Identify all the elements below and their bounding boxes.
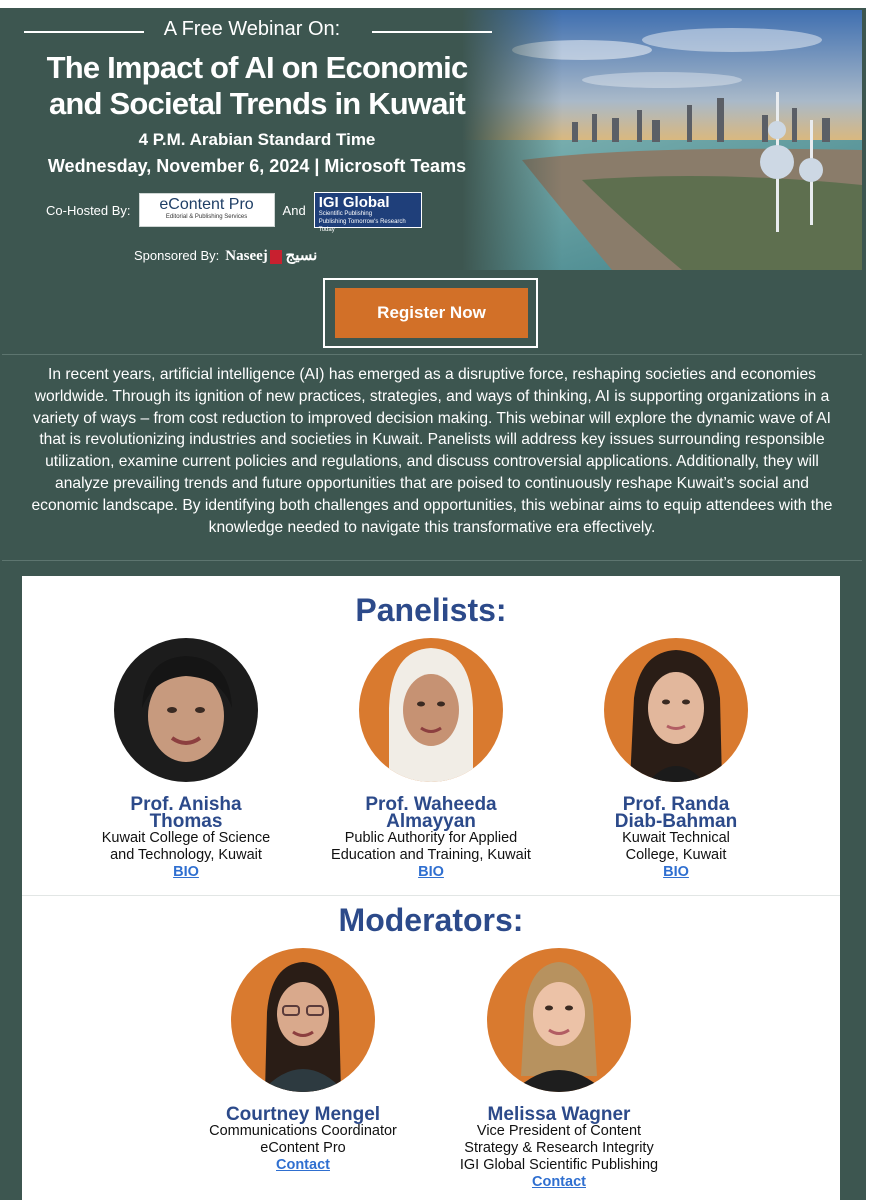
cohost-label: Co-Hosted By:	[46, 202, 131, 218]
panelist-card	[311, 638, 551, 881]
bio-link[interactable]: BIO	[173, 864, 199, 880]
igi-global-logo	[314, 192, 422, 233]
moderator-photo	[487, 948, 631, 1092]
webinar-title-line2: and Societal Trends in Kuwait	[48, 86, 466, 121]
naseej-mark-icon	[270, 250, 282, 264]
panelist-name-line2: Almayyan	[386, 811, 476, 832]
avatar	[231, 948, 375, 1092]
panelist-photo	[114, 638, 258, 782]
panelist-affiliation-line1: Kuwait Technical	[622, 830, 730, 846]
webinar-banner	[2, 10, 862, 270]
moderator-name: Courtney Mengel	[225, 1104, 381, 1125]
panelist-card	[556, 638, 796, 881]
avatar	[604, 638, 748, 782]
webinar-title	[2, 50, 512, 122]
econtent-logo-sub: Editorial & Publishing Services	[165, 214, 248, 220]
banner-text	[2, 10, 502, 270]
naseej-logo-text: Naseej	[225, 248, 268, 264]
moderator-title: Communications Coordinator	[209, 1123, 397, 1139]
moderator-card	[183, 948, 423, 1174]
panelist-name-line2: Diab-Bahman	[614, 811, 738, 832]
avatar	[487, 948, 631, 1092]
naseej-logo-arabic: نسيج	[285, 248, 318, 264]
econtent-pro-logo	[139, 193, 275, 227]
igi-logo-tagline: Publishing Tomorrow's Research Today	[318, 219, 406, 233]
moderators-heading: Moderators:	[338, 902, 524, 938]
econtent-logo-text: eContent Pro	[159, 196, 254, 213]
naseej-logo	[225, 246, 317, 265]
register-button-frame	[323, 278, 538, 348]
bio-link[interactable]: BIO	[663, 864, 689, 880]
section-divider-top	[2, 354, 862, 355]
moderator-name: Melissa Wagner	[487, 1104, 631, 1125]
avatar	[114, 638, 258, 782]
banner-kicker: A Free Webinar On:	[163, 18, 341, 40]
panelist-name-line1: Prof. Anisha	[130, 794, 242, 815]
webinar-title-line1: The Impact of AI on Economic	[46, 50, 468, 85]
moderator-card	[439, 948, 679, 1191]
moderator-title-line2: Strategy & Research Integrity	[464, 1140, 654, 1156]
moderator-organization: eContent Pro	[260, 1140, 346, 1156]
panelist-affiliation-line2: College, Kuwait	[625, 847, 727, 863]
webinar-date: Wednesday, November 6, 2024 | Microsoft Teams	[47, 156, 467, 176]
panelist-name	[556, 796, 796, 830]
moderator-photo	[231, 948, 375, 1092]
cohost-row	[46, 192, 422, 233]
register-now-button[interactable]: Register Now	[335, 288, 528, 338]
panelist-card	[66, 638, 306, 881]
moderator-organization: IGI Global Scientific Publishing	[459, 1157, 659, 1173]
panelist-photo	[604, 638, 748, 782]
contact-link[interactable]: Contact	[532, 1174, 586, 1190]
panelist-affiliation-line1: Public Authority for Applied	[344, 830, 518, 846]
speakers-panel	[22, 576, 840, 1200]
panel-divider	[22, 895, 840, 896]
moderator-title-line1: Vice President of Content	[476, 1123, 642, 1139]
panelist-name-line1: Prof. Randa	[622, 794, 730, 815]
kicker-rule-right	[372, 31, 492, 33]
webinar-description: In recent years, artificial intelligence (AI) has emerged as a disruptive force, reshaping societies and economies worldwide. Through its ignition of new practices, strategies, and ways of thinking, AI is supporting organizations in a variety of ways – from cost reduction to improved decision making. This webinar will explore the dynamic wave of AI that is revolutionizing industries and societies in Kuwait. Panelists will address key issues surrounding responsible utilization, examine current policies and regulations, and discuss controversial applications. Additionally, they will analyze prevailing trends and future opportunities that are poised to continuously reshape Kuwait’s social and economic landscape. By identifying both challenges and opportunities, this webinar aims to equip attendees with the knowledge needed to navigate this transformative era effectively.	[31, 366, 833, 536]
igi-logo-text: IGI Global	[318, 194, 390, 211]
sponsor-row	[134, 246, 317, 265]
panelist-name-line1: Prof. Waheeda	[365, 794, 497, 815]
panelists-heading: Panelists:	[355, 592, 507, 628]
contact-link[interactable]: Contact	[276, 1157, 330, 1173]
sponsor-label: Sponsored By:	[134, 248, 220, 263]
panelist-affiliation-line2: Education and Training, Kuwait	[331, 847, 531, 863]
avatar	[359, 638, 503, 782]
newsletter-frame	[0, 8, 866, 1200]
webinar-time: 4 P.M. Arabian Standard Time	[138, 130, 376, 149]
panelist-photo	[359, 638, 503, 782]
kuwait-skyline-image	[462, 10, 862, 270]
section-divider-bottom	[2, 560, 862, 561]
panelist-affiliation-line2: and Technology, Kuwait	[110, 847, 262, 863]
panelist-affiliation-line1: Kuwait College of Science	[101, 830, 271, 846]
panelist-name	[66, 796, 306, 830]
bio-link[interactable]: BIO	[418, 864, 444, 880]
panelist-name	[311, 796, 551, 830]
and-label: And	[282, 202, 306, 218]
panelist-name-line2: Thomas	[149, 811, 223, 832]
igi-logo-sub: Scientific Publishing	[318, 211, 373, 217]
